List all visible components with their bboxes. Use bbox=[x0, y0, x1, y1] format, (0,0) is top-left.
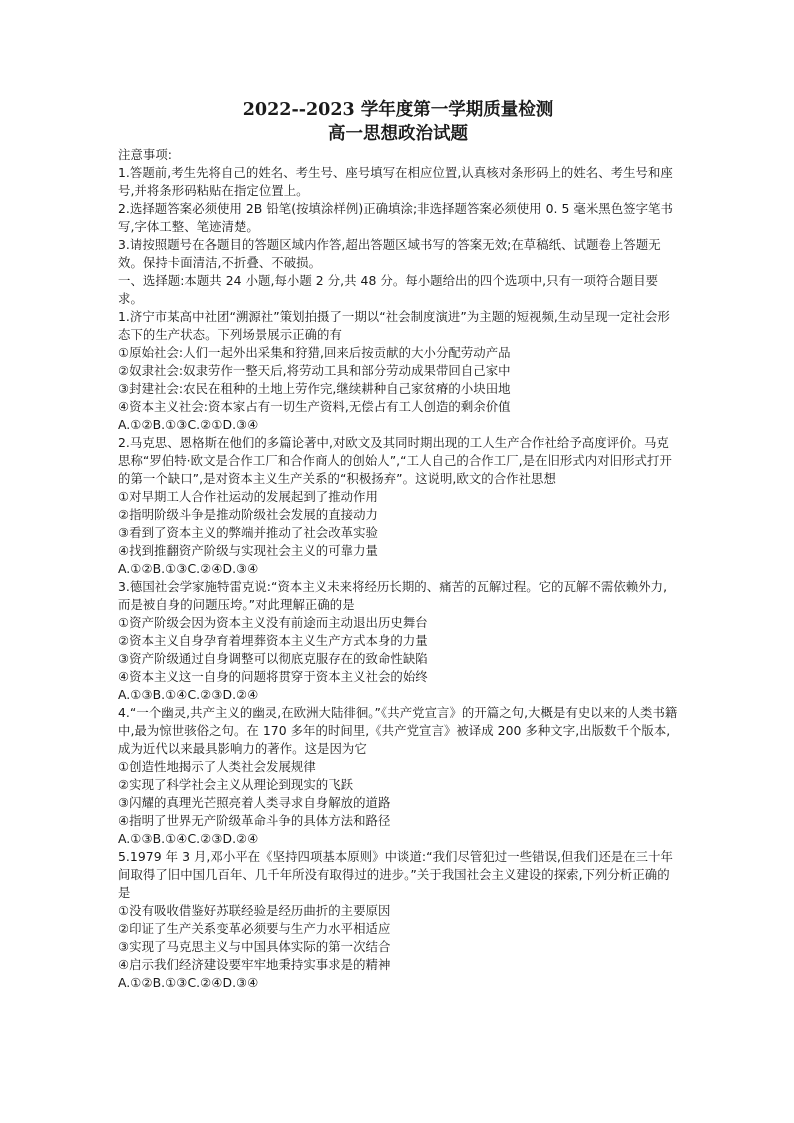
notice-item: 3.请按照题号在各题目的答题区域内作答,超出答题区域书写的答案无效;在草稿纸、试题卷上答题无效。保持卡面清洁,不折叠、不破损。 bbox=[118, 237, 661, 270]
notice-item: 1.答题前,考生先将自己的姓名、考生号、座号填写在相应位置,认真核对条形码上的姓名、考生号和座号,并将条形码粘贴在指定位置上。 bbox=[118, 165, 673, 198]
answer-choices: A.①③B.①④C.②③D.②④ bbox=[118, 831, 259, 846]
question-stem: 3.德国社会学家施特雷克说:“资本主义未来将经历长期的、痛苦的瓦解过程。它的瓦解不需依赖外力,而是被自身的问题压垮。”对此理解正确的是 bbox=[118, 579, 668, 612]
exam-page bbox=[118, 96, 678, 992]
exam-title: 2022--2023 学年度第一学期质量检测 bbox=[242, 100, 554, 120]
question-option: ②指明阶级斗争是推动阶级社会发展的直接动力 bbox=[118, 507, 378, 522]
question-3 bbox=[118, 578, 678, 704]
exam-subtitle: 高一思想政治试题 bbox=[328, 124, 468, 144]
question-option: ③封建社会:农民在租种的土地上劳作完,继续耕种自己家贫瘠的小块田地 bbox=[118, 381, 511, 396]
question-option: ②实现了科学社会主义从理论到现实的飞跃 bbox=[118, 777, 354, 792]
question-option: ②资本主义自身孕育着埋葬资本主义生产方式本身的力量 bbox=[118, 633, 428, 648]
question-1 bbox=[118, 308, 678, 434]
question-option: ④资本主义这一自身的问题将贯穿于资本主义社会的始终 bbox=[118, 669, 428, 684]
question-option: ③实现了马克思主义与中国具体实际的第一次结合 bbox=[118, 939, 391, 954]
question-stem: 1.济宁市某高中社团“溯源社”策划拍摄了一期以“社会制度演进”为主题的短视频,生动呈现一定社会形态下的生产状态。下列场景展示正确的有 bbox=[118, 309, 670, 342]
notice-item: 2.选择题答案必须使用 2B 铅笔(按填涂样例)正确填涂;非选择题答案必须使用 0. 5 毫米黑色签字笔书写,字体工整、笔迹清楚。 bbox=[118, 201, 673, 234]
question-option: ③看到了资本主义的弊端并推动了社会改革实验 bbox=[118, 525, 378, 540]
answer-choices: A.①③B.①④C.②③D.②④ bbox=[118, 687, 259, 702]
question-stem: 2.马克思、恩格斯在他们的多篇论著中,对欧文及其同时期出现的工人生产合作社给予高度评价。马克思称“罗伯特·欧文是合作工厂和合作商人的创始人”,“工人自己的合作工厂,是在旧形式内对旧形式打开的第一个缺口”,是对资本主义生产关系的“积极扬弃”。这说明,欧文的合作社思想 bbox=[118, 435, 672, 486]
question-option: ②奴隶社会:奴隶劳作一整天后,将劳动工具和部分劳动成果带回自己家中 bbox=[118, 363, 511, 378]
question-stem: 4.“一个幽灵,共产主义的幽灵,在欧洲大陆徘徊。”《共产党宣言》的开篇之句,大概是有史以来的人类书籍中,最为惊世骇俗之句。在 170 多年的时间里,《共产党宣言》被译成 200 多种文字,出版数千个版本,成为近代以来最具影响力的著作。这是因为它 bbox=[118, 705, 678, 756]
question-option: ④找到推翻资产阶级与实现社会主义的可靠力量 bbox=[118, 543, 378, 558]
answer-choices: A.①②B.①③C.②①D.③④ bbox=[118, 417, 259, 432]
section-intro: 一、选择题:本题共 24 小题,每小题 2 分,共 48 分。每小题给出的四个选项中,只有一项符合题目要求。 bbox=[118, 273, 659, 306]
question-option: ①对早期工人合作社运动的发展起到了推动作用 bbox=[118, 489, 378, 504]
question-4 bbox=[118, 704, 678, 848]
question-option: ②印证了生产关系变革必须要与生产力水平相适应 bbox=[118, 921, 391, 936]
question-option: ④启示我们经济建设要牢牢地秉持实事求是的精神 bbox=[118, 957, 391, 972]
question-option: ①资产阶级会因为资本主义没有前途而主动退出历史舞台 bbox=[118, 615, 428, 630]
question-option: ①没有吸收借鉴好苏联经验是经历曲折的主要原因 bbox=[118, 903, 391, 918]
notice-heading: 注意事项: bbox=[118, 147, 172, 162]
question-option: ③资产阶级通过自身调整可以彻底克服存在的致命性缺陷 bbox=[118, 651, 428, 666]
question-option: ③闪耀的真理光芒照亮着人类寻求自身解放的道路 bbox=[118, 795, 391, 810]
answer-choices: A.①②B.①③C.②④D.③④ bbox=[118, 561, 259, 576]
question-option: ①原始社会:人们一起外出采集和狩猎,回来后按贡献的大小分配劳动产品 bbox=[118, 345, 511, 360]
question-option: ①创造性地揭示了人类社会发展规律 bbox=[118, 759, 316, 774]
answer-choices: A.①②B.①③C.②④D.③④ bbox=[118, 975, 259, 990]
question-option: ④资本主义社会:资本家占有一切生产资料,无偿占有工人创造的剩余价值 bbox=[118, 399, 511, 414]
question-option: ④指明了世界无产阶级革命斗争的具体方法和路径 bbox=[118, 813, 391, 828]
question-stem: 5.1979 年 3 月,邓小平在《坚持四项基本原则》中谈道:“我们尽管犯过一些错误,但我们还是在三十年间取得了旧中国几百年、几千年所没有取得过的进步。”关于我国社会主义建设的探索,下列分析正确的是 bbox=[118, 849, 673, 900]
question-2 bbox=[118, 434, 678, 578]
question-5 bbox=[118, 848, 678, 992]
exam-body bbox=[118, 146, 678, 992]
